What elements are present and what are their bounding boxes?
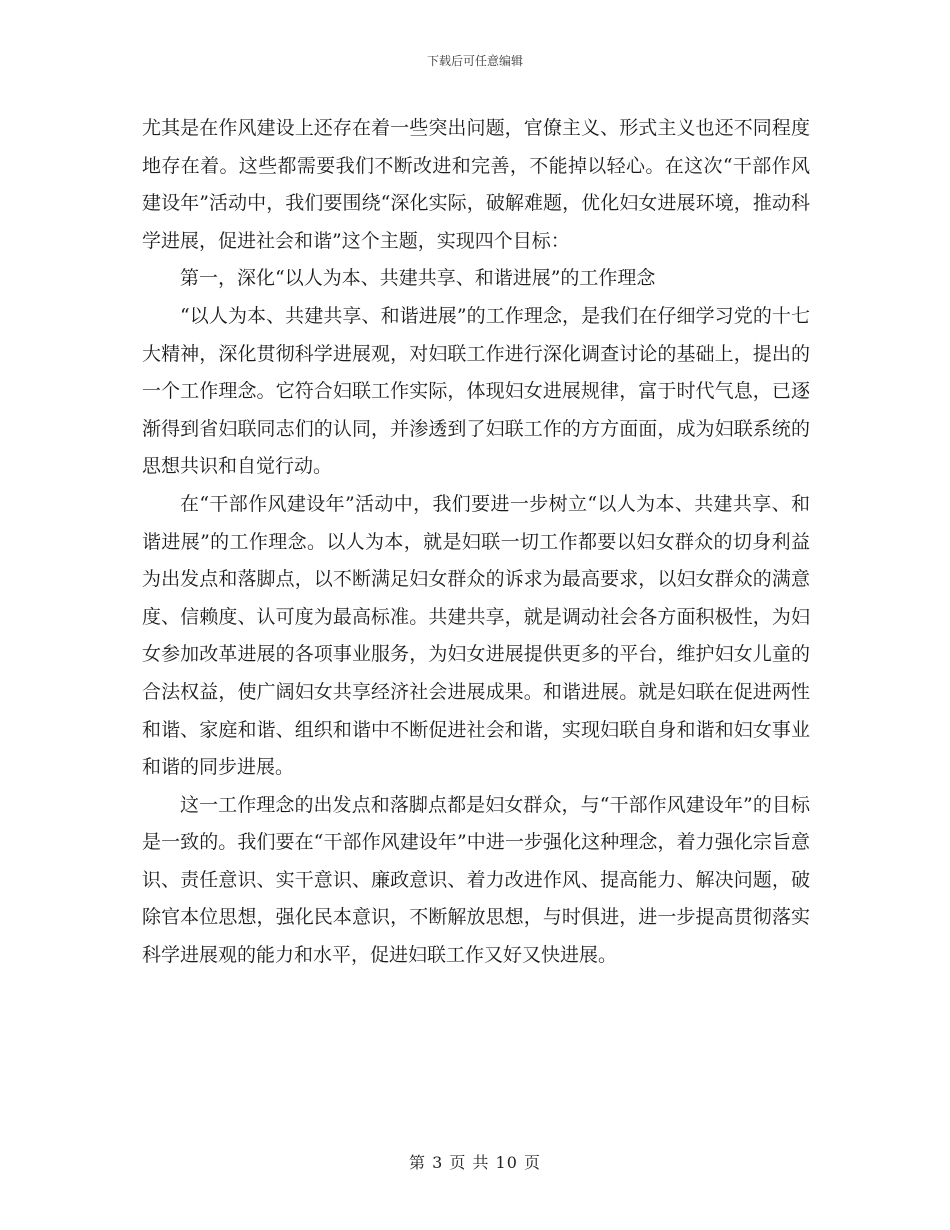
paragraph: “以人为本、共建共享、和谐进展”的工作理念，是我们在仔细学习党的十七大精神，深化贯彻科学进展观，对妇联工作进行深化调查讨论的基础上，提出的一个工作理念。它符合妇联工作实际，体现妇女进展规律，富于时代气息，已逐渐得到省妇联同志们的认同，并渗透到了妇联工作的方方面面，成为妇联系统的思想共识和自觉行动。	[142, 304, 810, 478]
page-header: 下载后可任意编辑	[426, 54, 523, 68]
paragraph: 这一工作理念的出发点和落脚点都是妇女群众，与“干部作风建设年”的目标是一致的。我们要在“干部作风建设年”中进一步强化这种理念，着力强化宗旨意识、责任意识、实干意识、廉政意识、着力改进作风、提高能力、解决问题，破除官本位思想，强化民本意识，不断解放思想，与时俱进，进一步提高贯彻落实科学进展观的能力和水平，促进妇联工作又好又快进展。	[142, 793, 810, 967]
section-heading: 第一，深化“以人为本、共建共享、和谐进展”的工作理念	[180, 267, 656, 290]
paragraph: 在“干部作风建设年”活动中，我们要进一步树立“以人为本、共建共享、和谐进展”的工作理念。以人为本，就是妇联一切工作都要以妇女群众的切身利益为出发点和落脚点，以不断满足妇女群众的诉求为最高要求，以妇女群众的满意度、信赖度、认可度为最高标准。共建共享，就是调动社会各方面积极性，为妇女参加改革进展的各项事业服务，为妇女进展提供更多的平台，维护妇女儿童的合法权益，使广阔妇女共享经济社会进展成果。和谐进展。就是妇联在促进两性和谐、家庭和谐、组织和谐中不断促进社会和谐，实现妇联自身和谐和妇女事业和谐的同步进展。	[142, 492, 810, 779]
page-number-footer: 第 3 页 共 10 页	[409, 1153, 541, 1172]
document-body	[142, 110, 810, 975]
paragraph-continuation: 尤其是在作风建设上还存在着一些突出问题，官僚主义、形式主义也还不同程度地存在着。这些都需要我们不断改进和完善，不能掉以轻心。在这次“干部作风建设年”活动中，我们要围绕“深化实际，破解难题，优化妇女进展环境，推动科学进展，促进社会和谐”这个主题，实现四个目标：	[142, 117, 810, 252]
